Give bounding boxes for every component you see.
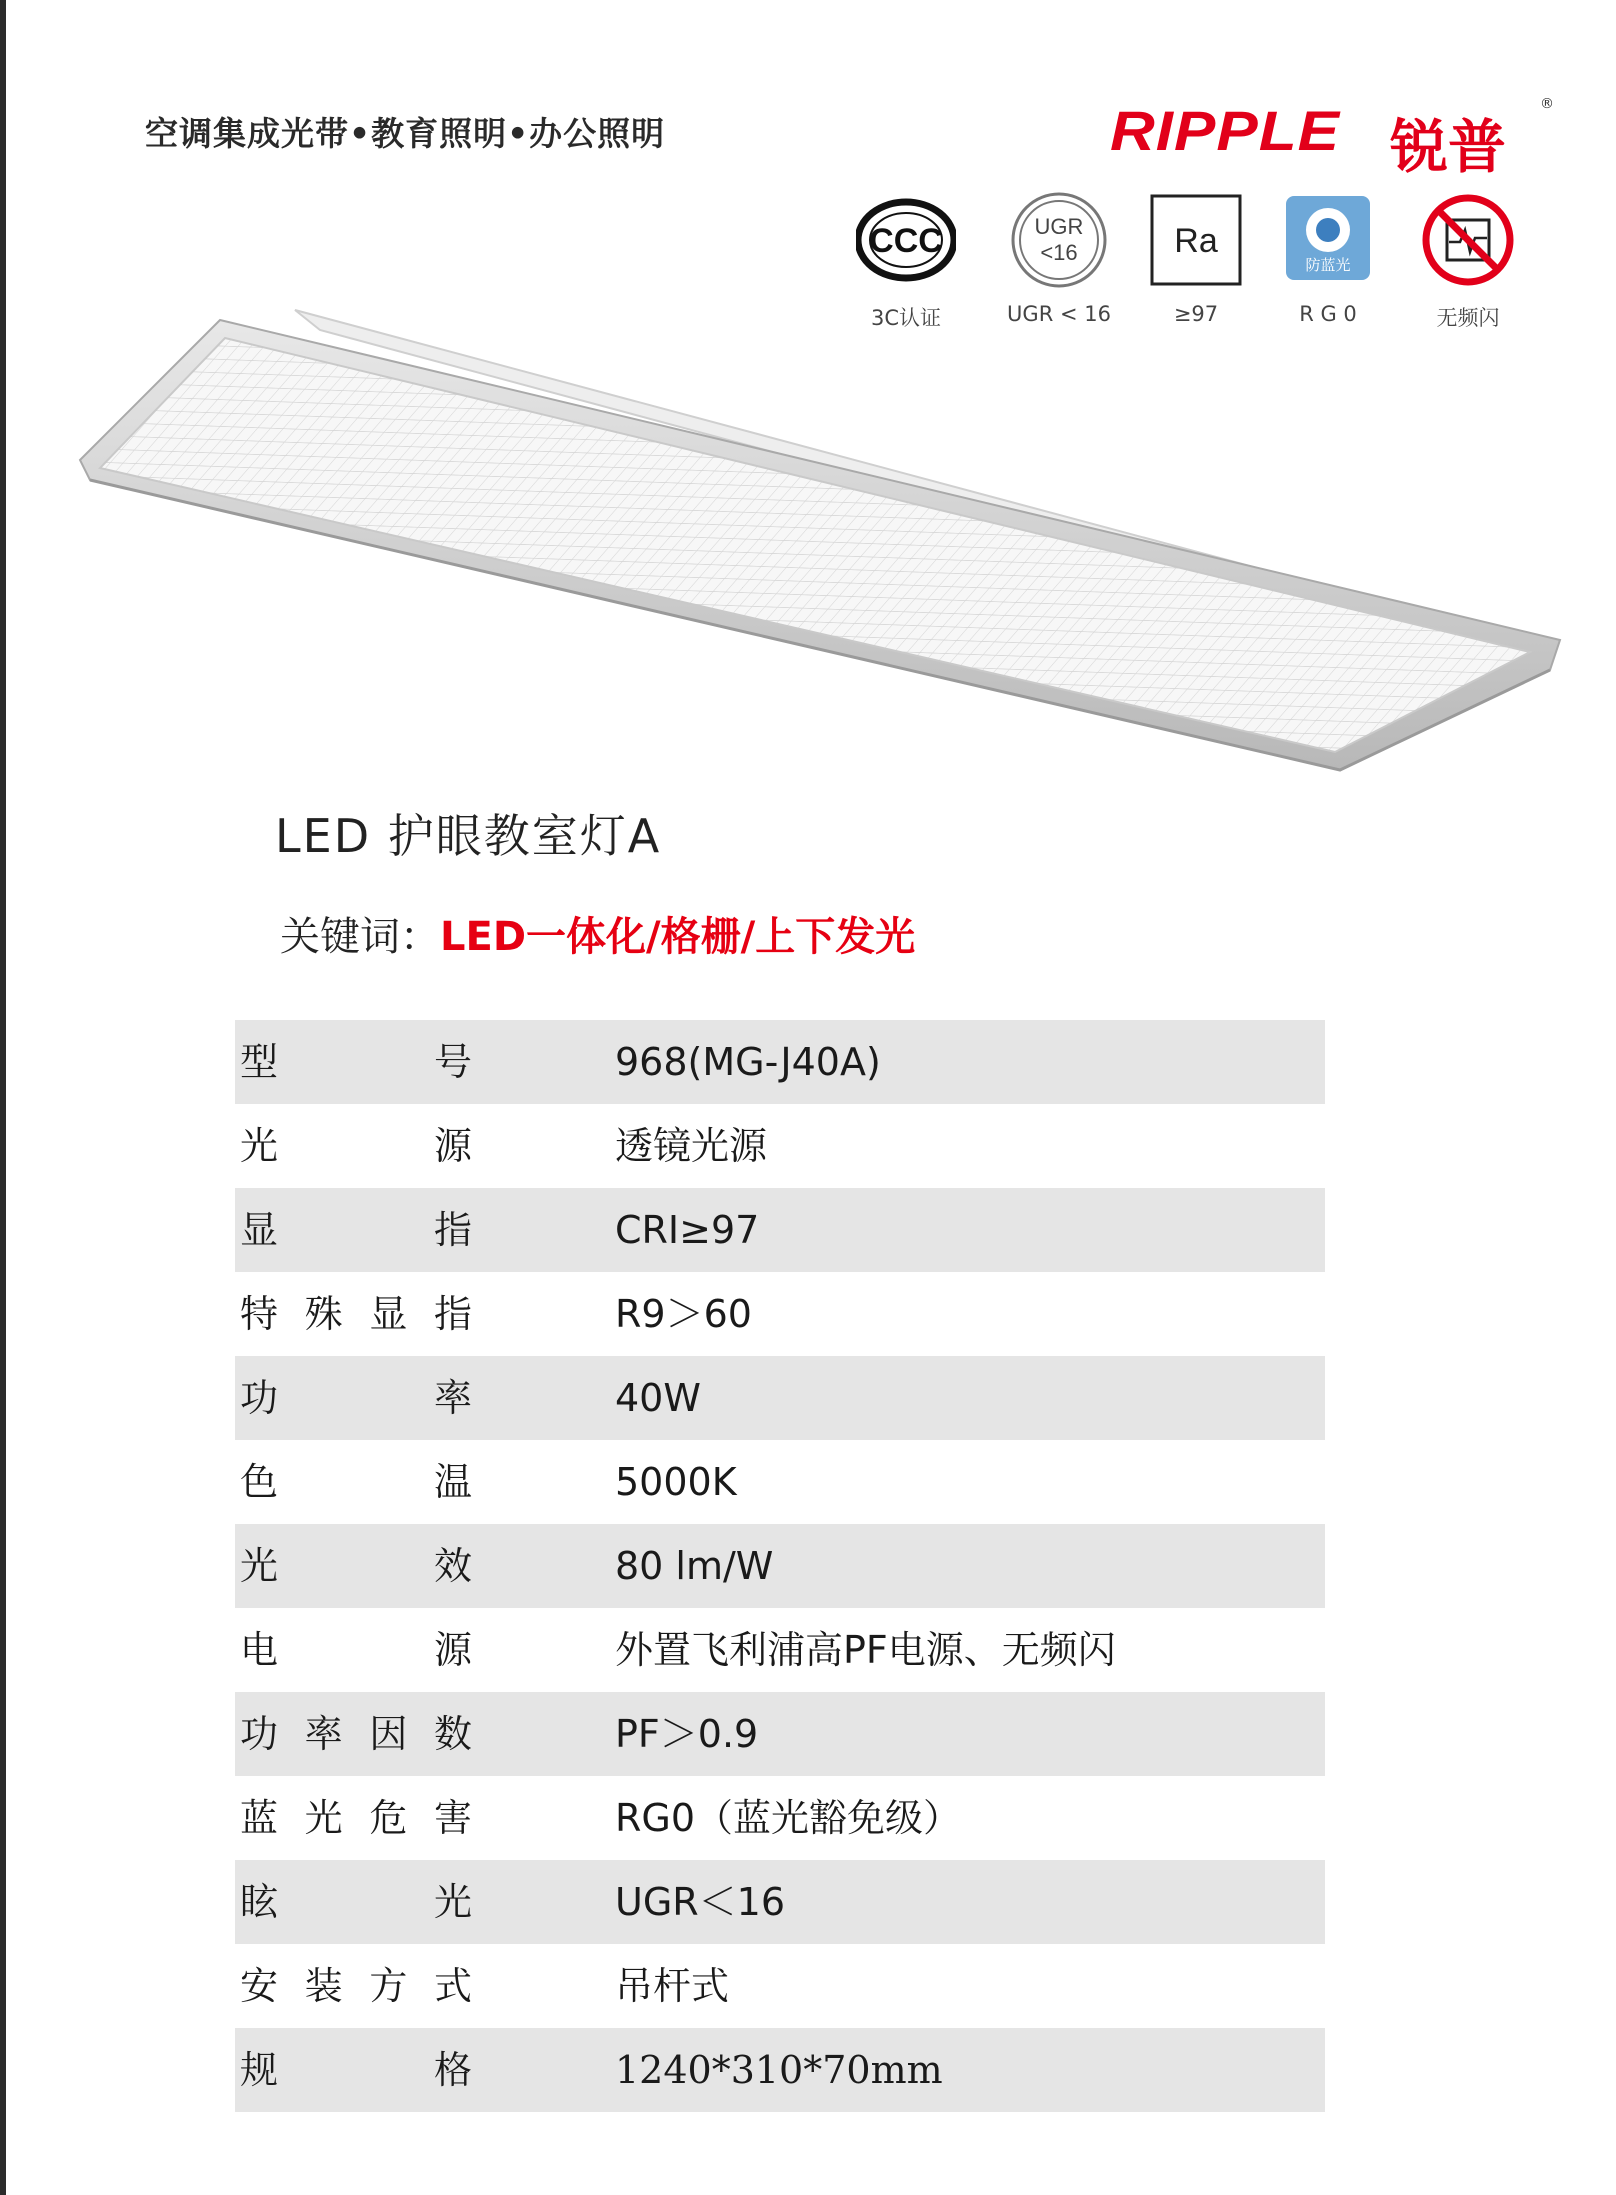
- spec-label: 安装方式: [240, 1964, 472, 2008]
- spec-label: 规格: [240, 2048, 472, 2092]
- spec-label: 功率: [240, 1376, 472, 1420]
- cert-no-flicker-caption: 无频闪: [1436, 306, 1500, 330]
- spec-row-power-factor: [235, 1692, 1325, 1776]
- spec-label: 功率因数: [240, 1712, 472, 1756]
- spec-value: PF＞0.9: [615, 1712, 759, 1756]
- spec-table: [235, 1020, 1325, 2112]
- spec-value: 吊杆式: [615, 1964, 730, 2008]
- spec-label: 光源: [240, 1124, 472, 1168]
- cert-ugr-caption: UGR < 16: [1007, 302, 1111, 326]
- keywords-line: [280, 905, 915, 962]
- keywords-value: LED一体化/格栅/上下发光: [440, 914, 916, 960]
- spec-row-dimensions: [235, 2028, 1325, 2112]
- spec-value: 968(MG-J40A): [615, 1040, 881, 1084]
- spec-label: 眩光: [240, 1880, 472, 1924]
- led-panel-lamp-image: [70, 300, 1580, 790]
- spec-label: 型号: [240, 1040, 472, 1084]
- spec-label: 色温: [240, 1460, 472, 1504]
- spec-value: 80 lm/W: [615, 1544, 774, 1588]
- svg-text:CCC: CCC: [869, 222, 943, 260]
- logo-chinese-text: 锐普: [1390, 113, 1507, 181]
- spec-label: 显指: [240, 1208, 472, 1252]
- spec-value: 1240*310*70mm: [615, 2048, 943, 2092]
- spec-row-blue-light-hazard: [235, 1776, 1325, 1860]
- spec-row-cri: [235, 1188, 1325, 1272]
- ccc-icon: [856, 190, 956, 290]
- header-tagline: 空调集成光带•教育照明•办公照明: [145, 114, 666, 153]
- spec-row-light-source: [235, 1104, 1325, 1188]
- svg-text:<16: <16: [1040, 240, 1078, 265]
- registered-mark: ®: [1540, 96, 1554, 112]
- spec-row-color-temp: [235, 1440, 1325, 1524]
- left-edge-rule: [0, 0, 6, 2195]
- spec-row-power-supply: [235, 1608, 1325, 1692]
- spec-value: R9＞60: [615, 1292, 752, 1336]
- keywords-label: 关键词：: [280, 914, 440, 960]
- spec-value: 5000K: [615, 1460, 737, 1504]
- spec-value: CRI≥97: [615, 1208, 760, 1252]
- brand-logo: [1110, 96, 1554, 181]
- spec-row-efficacy: [235, 1524, 1325, 1608]
- product-title: LED 护眼教室灯A: [275, 809, 662, 863]
- spec-label: 特殊显指: [240, 1292, 472, 1336]
- spec-label: 光效: [240, 1544, 472, 1588]
- cert-ra-caption: ≥97: [1173, 302, 1219, 326]
- spec-row-r9: [235, 1272, 1325, 1356]
- ra-icon: [1146, 190, 1246, 290]
- spec-value: UGR＜16: [615, 1880, 786, 1924]
- no-flicker-icon: [1418, 190, 1518, 290]
- spec-label: 电源: [240, 1628, 472, 1672]
- ugr-icon: [1009, 190, 1109, 290]
- spec-row-power: [235, 1356, 1325, 1440]
- svg-text:UGR: UGR: [1034, 214, 1084, 239]
- logo-latin-text: RIPPLE: [1110, 100, 1340, 163]
- spec-row-installation: [235, 1944, 1325, 2028]
- spec-value: 透镜光源: [615, 1124, 768, 1168]
- cert-3c-caption: 3C认证: [870, 306, 942, 330]
- spec-value: 40W: [615, 1376, 701, 1420]
- spec-label: 蓝光危害: [240, 1796, 472, 1840]
- cert-rg0-caption: R G 0: [1299, 302, 1357, 326]
- svg-text:Ra: Ra: [1174, 222, 1218, 260]
- spec-value: 外置飞利浦高PF电源、无频闪: [615, 1628, 1116, 1672]
- spec-value: RG0（蓝光豁免级）: [615, 1796, 962, 1840]
- svg-text:防蓝光: 防蓝光: [1305, 256, 1351, 274]
- spec-row-glare: [235, 1860, 1325, 1944]
- anti-blue-light-icon: [1278, 190, 1378, 290]
- spec-row-model: [235, 1020, 1325, 1104]
